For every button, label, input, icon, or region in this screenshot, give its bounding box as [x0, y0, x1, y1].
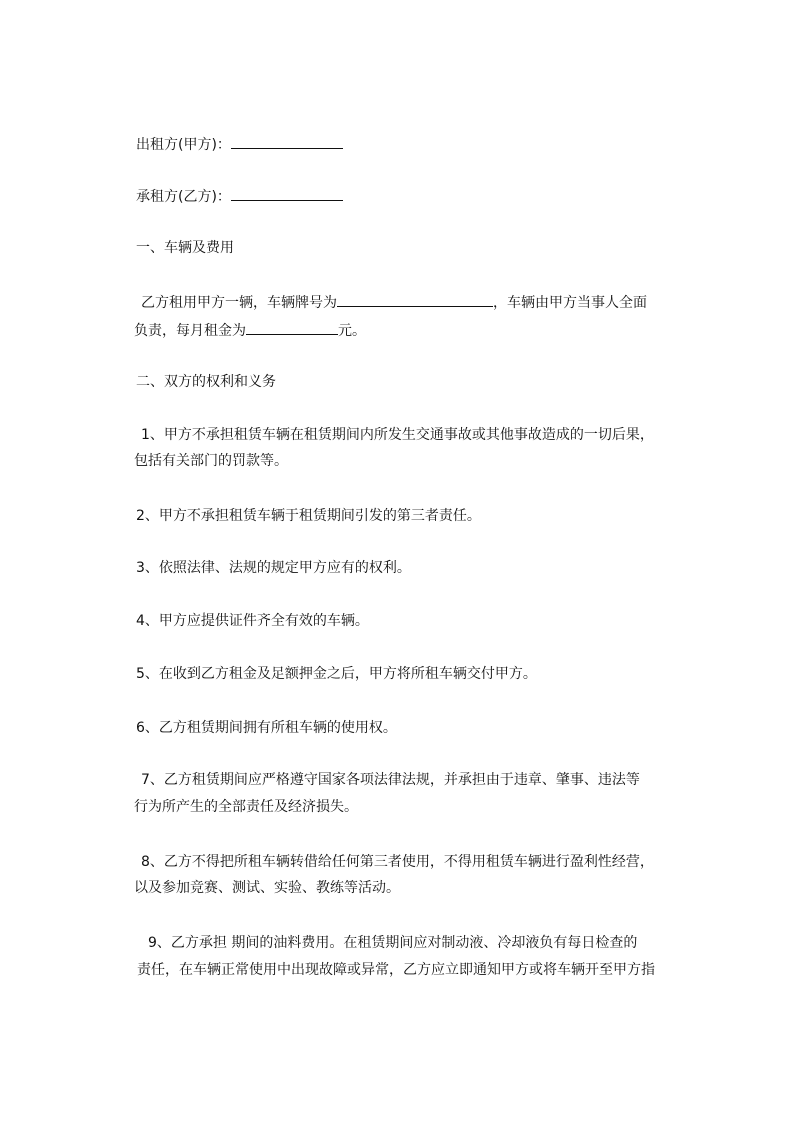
lessor-blank[interactable] [231, 134, 343, 149]
item-1-line-1: 1、甲方不承担租赁车辆在租赁期间内所发生交通事故或其他事故造成的一切后果， [141, 427, 654, 443]
item-9-line-2: 责任，在车辆正常使用中出现故障或异常，乙方应立即通知甲方或将车辆开至甲方指 [137, 962, 655, 978]
item-9-line-1: 9、乙方承担 期间的油料费用。在租赁期间应对制动液、冷却液负有每日检查的 [148, 935, 638, 951]
item-2: 2、甲方不承担租赁车辆于租赁期间引发的第三者责任。 [136, 508, 481, 524]
item-7-line-2: 行为所产生的全部责任及经济损失。 [134, 799, 358, 815]
item-4: 4、甲方应提供证件齐全有效的车辆。 [136, 613, 369, 629]
item-6: 6、乙方租赁期间拥有所租车辆的使用权。 [136, 720, 397, 736]
section2-heading: 二、双方的权利和义务 [136, 374, 276, 390]
lessee-line [136, 186, 343, 206]
lessor-line [136, 134, 343, 154]
monthly-rent-blank[interactable] [246, 320, 338, 335]
item-7-line-1: 7、乙方租赁期间应严格遵守国家各项法律法规，并承担由于违章、肇事、违法等 [141, 772, 640, 788]
item-8-line-2: 以及参加竞赛、测试、实验、教练等活动。 [134, 880, 400, 896]
section1-text-a: 乙方租用甲方一辆，车辆牌号为 [141, 295, 337, 311]
lessee-blank[interactable] [231, 186, 343, 201]
plate-number-blank[interactable] [337, 292, 493, 307]
section1-text-d: 元。 [338, 323, 366, 339]
item-8-line-1: 8、乙方不得把所租车辆转借给任何第三者使用，不得用租赁车辆进行盈利性经营， [141, 854, 654, 870]
item-3: 3、依照法律、法规的规定甲方应有的权利。 [136, 560, 411, 576]
lessor-label: 出租方(甲方)： [136, 137, 231, 153]
section1-line-2 [134, 320, 366, 340]
section1-heading: 一、车辆及费用 [136, 240, 234, 256]
lessee-label: 承租方(乙方)： [136, 189, 231, 205]
section1-text-c: 负责，每月租金为 [134, 323, 246, 339]
item-1-line-2: 包括有关部门的罚款等。 [134, 453, 288, 469]
item-5: 5、在收到乙方租金及足额押金之后，甲方将所租车辆交付甲方。 [136, 666, 537, 682]
section1-text-b: ，车辆由甲方当事人全面 [493, 295, 647, 311]
section1-line-1 [141, 292, 647, 312]
